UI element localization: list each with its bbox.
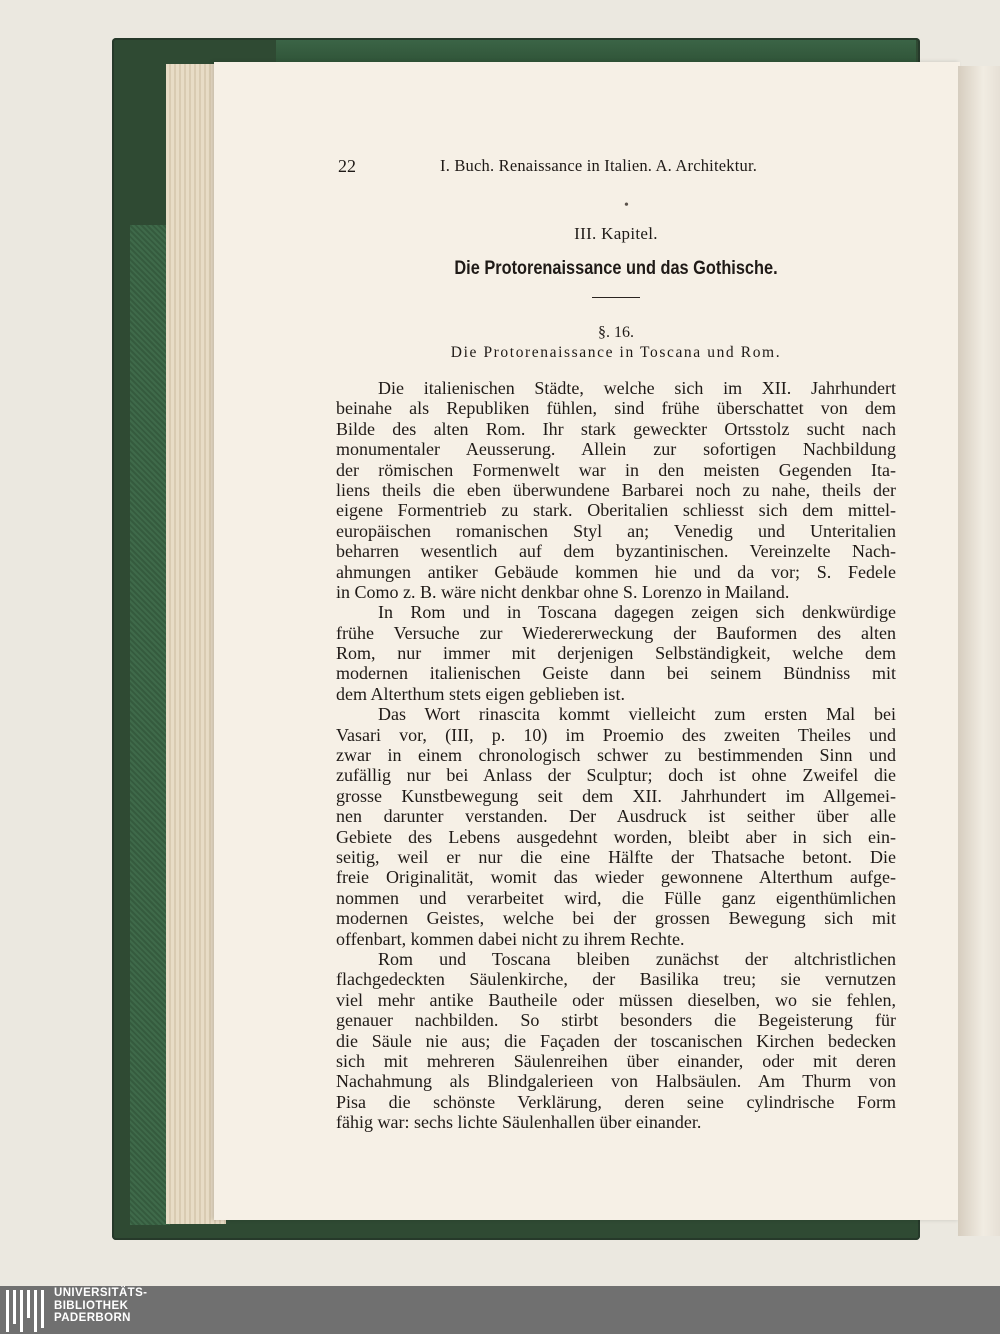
title-rule: [592, 297, 640, 298]
right-page-edge: [958, 66, 1000, 1236]
body-text: [336, 378, 896, 1132]
text-line: In Rom und in Toscana dagegen zeigen sich denkwürdige: [378, 602, 896, 623]
library-footer: [0, 1286, 1000, 1334]
text-line: nommen und verarbeitet wird, die Fülle ganz eigenthümlichen: [336, 887, 896, 908]
text-line: dem Alterthum stets eigen geblieben ist.: [336, 683, 625, 704]
text-line: zufällig nur bei Anlass der Sculptur; doch ist ohne Zweifel die: [336, 765, 896, 786]
text-line: ahmungen antiker Gebäude kommen hie und da vor; S. Fedele: [336, 561, 896, 582]
section-title: Die Protorenaissance in Toscana und Rom.: [450, 344, 782, 361]
text-line: Pisa die schönste Verklärung, deren seine cylindrische Form: [336, 1091, 896, 1112]
text-line: beharren wesentlich auf dem byzantinischen. Vereinzelte Nach-: [336, 541, 896, 562]
text-line: monumentaler Aeusserung. Allein zur sofortigen Nachbildung: [336, 439, 896, 460]
text-line: nen darunter verstanden. Der Ausdruck ist seither über alle: [336, 806, 896, 827]
running-head: I. Buch. Renaissance in Italien. A. Architektur.: [440, 156, 758, 175]
spine-cloth: [130, 225, 170, 1225]
text-line: viel mehr antike Bautheile oder müssen dieselben, wo sie fehlen,: [336, 989, 896, 1010]
text-line: flachgedeckten Säulenkirche, der Basilika treu; sie vernutzen: [336, 969, 896, 990]
page-header: [336, 156, 896, 180]
text-line: eigene Formentrieb zu stark. Oberitalien schliesst sich dem mittel-: [336, 500, 896, 521]
text-line: die Säule nie aus; die Façaden der toscanischen Kirchen bedecken: [336, 1030, 896, 1051]
text-line: Die italienischen Städte, welche sich im XII. Jahrhundert: [378, 378, 896, 398]
section-number: §. 16.: [598, 324, 634, 341]
text-line: Gebiete des Lebens ausgedehnt worden, bleibt aber in sich ein-: [336, 826, 896, 847]
text-line: fähig war: sechs lichte Säulenhallen über einander.: [336, 1112, 702, 1133]
text-line: in Como z. B. wäre nicht denkbar ohne S. Lorenzo in Mailand.: [336, 581, 790, 602]
text-line: sich mit mehreren Säulenreihen über einander, oder mit deren: [336, 1050, 896, 1071]
text-line: modernen italienischen Geiste dann bei seinem Bündniss mit: [336, 663, 896, 684]
text-line: Vasari vor, (III, p. 10) im Proemio des zweiten Theiles und: [336, 724, 896, 745]
text-line: genauer nachbilden. So stirbt besonders die Begeisterung für: [336, 1010, 896, 1031]
logo-line: UNIVERSITÄTS-: [54, 1287, 148, 1299]
chapter-number: III. Kapitel.: [574, 224, 658, 243]
text-line: Nachahmung als Blindgalerieen von Halbsäulen. Am Thurm von: [336, 1071, 896, 1092]
text-line: Rom und Toscana bleiben zunächst der altchristlichen: [378, 948, 896, 969]
text-line: seitig, weil er nur die eine Hälfte der Thatsache betont. Die: [336, 846, 896, 867]
logo-line: BIBLIOTHEK: [54, 1299, 129, 1312]
library-logo-text: [54, 1287, 147, 1325]
text-line: Bilde des alten Rom. Ihr stark geweckter Ortsstolz sucht nach: [336, 418, 896, 439]
text-line: europäischen romanischen Styl an; Venedig und Unteritalien: [336, 520, 896, 541]
library-logo-icon: [6, 1290, 46, 1332]
text-line: freie Originalität, womit das wieder gewonnene Alterthum aufge-: [336, 867, 896, 888]
chapter-title: Die Protorenaissance und das Gothische.: [454, 258, 778, 279]
text-line: offenbart, kommen dabei nicht zu ihrem Rechte.: [336, 928, 685, 949]
text-line: Rom, nur immer mit derjenigen Selbständigkeit, welche dem: [336, 643, 896, 664]
text-line: zwar in einem chronologisch schwer zu bestimmenden Sinn und: [336, 745, 896, 766]
text-line: liens theils die eben überwundene Barbarei noch zu nahe, theils der: [336, 479, 896, 500]
page-number: 22: [338, 156, 356, 176]
text-line: Das Wort rinascita kommt vielleicht zum ersten Mal bei: [378, 704, 896, 725]
text-line: der römischen Formenwelt war in den meisten Gegenden Ita-: [336, 459, 896, 480]
text-line: modernen Geistes, welche bei der grossen Bewegung sich mit: [336, 908, 896, 929]
text-line: grosse Kunstbewegung seit dem XII. Jahrhundert im Allgemei-: [336, 785, 896, 806]
logo-line: PADERBORN: [54, 1312, 131, 1324]
ornament-dot: •: [624, 198, 629, 213]
text-line: frühe Versuche zur Wiedererweckung der Bauformen des alten: [336, 622, 896, 643]
text-line: beinahe als Republiken fühlen, sind frühe überschattet von dem: [336, 398, 896, 419]
